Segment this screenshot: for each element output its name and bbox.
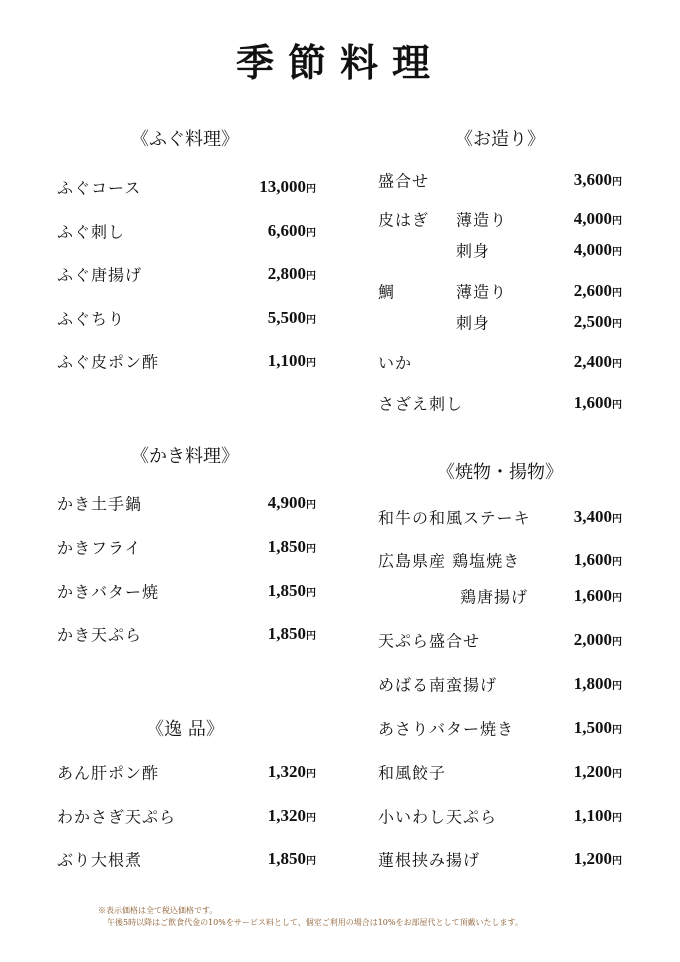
item-name: ふぐ刺し — [57, 222, 126, 242]
yen-unit: 円 — [306, 184, 316, 195]
yen-unit: 円 — [612, 247, 622, 258]
yen-unit: 円 — [612, 216, 622, 227]
item-price — [574, 170, 622, 190]
item-name: ふぐ唐揚げ — [57, 265, 143, 285]
price-value: 5,500 — [267, 308, 306, 327]
yen-unit: 円 — [612, 557, 622, 568]
yen-unit: 円 — [612, 319, 622, 330]
price-value: 1,200 — [573, 849, 612, 868]
item-price — [574, 312, 622, 332]
item-subname: 刺身 — [456, 313, 491, 333]
section-header: 《焼物・揚物》 — [437, 462, 563, 483]
yen-unit: 円 — [306, 856, 316, 867]
yen-unit: 円 — [306, 544, 316, 555]
item-price — [268, 806, 316, 826]
item-name: かき天ぷら — [57, 625, 143, 645]
yen-unit: 円 — [612, 769, 622, 780]
item-name: 広島県産 鶏塩焼き — [378, 551, 521, 571]
item-price — [574, 240, 622, 260]
item-name: めばる南蛮揚げ — [378, 675, 498, 695]
yen-unit: 円 — [612, 813, 622, 824]
price-value: 4,900 — [267, 493, 306, 512]
price-value: 1,320 — [267, 762, 306, 781]
section-header: 《かき料理》 — [131, 446, 239, 467]
yen-unit: 円 — [306, 588, 316, 599]
item-subname: 薄造り — [456, 210, 508, 230]
item-name: かきバター焼 — [57, 582, 160, 602]
item-price — [268, 624, 316, 644]
item-name: ふぐちり — [57, 309, 126, 329]
price-value: 2,600 — [573, 281, 612, 300]
price-notes — [98, 905, 523, 929]
item-name: ふぐコース — [57, 178, 142, 198]
item-name: 小いわし天ぷら — [378, 807, 498, 827]
item-price — [268, 221, 316, 241]
yen-unit: 円 — [612, 177, 622, 188]
item-price — [268, 351, 316, 371]
service-charge-note: 午後5時以降はご飲食代金の10%をサービス料として、個室ご利用の場合は10%をお部屋代として頂戴いたします。 — [107, 918, 523, 927]
item-name: あさりバター焼き — [378, 719, 515, 739]
yen-unit: 円 — [306, 769, 316, 780]
price-value: 1,600 — [573, 550, 612, 569]
item-name: ふぐ皮ポン酢 — [57, 352, 160, 372]
section-header: 《ふぐ料理》 — [131, 129, 239, 150]
item-price — [268, 308, 316, 328]
price-value: 1,850 — [267, 581, 306, 600]
item-price — [574, 806, 622, 826]
price-value: 1,320 — [267, 806, 306, 825]
item-name: 和風餃子 — [378, 763, 447, 783]
yen-unit: 円 — [612, 593, 622, 604]
item-name: かきフライ — [57, 538, 142, 558]
item-name: 天ぷら盛合せ — [378, 631, 481, 651]
item-price — [574, 507, 622, 527]
yen-unit: 円 — [306, 358, 316, 369]
yen-unit: 円 — [306, 813, 316, 824]
item-name: 盛合せ — [378, 171, 430, 191]
item-name: あん肝ポン酢 — [57, 763, 160, 783]
price-value: 1,600 — [573, 393, 612, 412]
tax-note: ※表示価格は全て税込価格です。 — [98, 906, 218, 915]
price-value: 1,800 — [573, 674, 612, 693]
item-price — [574, 281, 622, 301]
price-value: 3,400 — [573, 507, 612, 526]
item-name: さざえ刺し — [378, 394, 464, 414]
yen-unit: 円 — [612, 514, 622, 525]
item-name: わかさぎ天ぷら — [57, 807, 177, 827]
price-value: 1,850 — [267, 537, 306, 556]
price-value: 2,800 — [267, 264, 306, 283]
item-name: いか — [378, 353, 413, 373]
yen-unit: 円 — [612, 681, 622, 692]
yen-unit: 円 — [306, 228, 316, 239]
price-value: 1,600 — [573, 586, 612, 605]
item-price — [268, 493, 316, 513]
item-price — [268, 537, 316, 557]
item-price — [268, 849, 316, 869]
item-name: ぶり大根煮 — [57, 850, 143, 870]
yen-unit: 円 — [612, 725, 622, 736]
item-price — [268, 264, 316, 284]
price-value: 2,400 — [573, 352, 612, 371]
item-price — [574, 849, 622, 869]
item-price — [574, 393, 622, 413]
section-header: 《逸 品》 — [146, 719, 224, 740]
price-value: 6,600 — [267, 221, 306, 240]
yen-unit: 円 — [306, 315, 316, 326]
item-subname: 薄造り — [456, 282, 508, 302]
yen-unit: 円 — [612, 359, 622, 370]
item-name: かき土手鍋 — [57, 494, 143, 514]
item-price — [574, 352, 622, 372]
price-value: 13,000 — [259, 177, 306, 196]
price-value: 1,850 — [267, 624, 306, 643]
price-value: 1,100 — [267, 351, 306, 370]
item-price — [574, 762, 622, 782]
yen-unit: 円 — [612, 637, 622, 648]
yen-unit: 円 — [306, 500, 316, 511]
item-price — [574, 209, 622, 229]
price-value: 1,100 — [573, 806, 612, 825]
price-value: 1,200 — [573, 762, 612, 781]
price-value: 2,500 — [573, 312, 612, 331]
price-value: 2,000 — [573, 630, 612, 649]
menu-title: 季節料理 — [235, 40, 444, 85]
item-name: 鯛 — [378, 282, 396, 302]
section-header: 《お造り》 — [455, 129, 545, 150]
item-name: 蓮根挟み揚げ — [378, 850, 481, 870]
yen-unit: 円 — [612, 856, 622, 867]
price-value: 4,000 — [573, 209, 612, 228]
item-price — [574, 550, 622, 570]
yen-unit: 円 — [612, 400, 622, 411]
price-value: 1,500 — [573, 718, 612, 737]
item-subname: 鶏唐揚げ — [460, 587, 529, 607]
item-name: 和牛の和風ステーキ — [378, 508, 531, 528]
item-name: 皮はぎ — [378, 210, 430, 230]
item-price — [259, 177, 316, 197]
item-price — [268, 581, 316, 601]
price-value: 4,000 — [573, 240, 612, 259]
yen-unit: 円 — [612, 288, 622, 299]
item-subname: 刺身 — [456, 241, 491, 261]
item-price — [574, 586, 622, 606]
item-price — [574, 630, 622, 650]
price-value: 1,850 — [267, 849, 306, 868]
yen-unit: 円 — [306, 271, 316, 282]
item-price — [574, 718, 622, 738]
yen-unit: 円 — [306, 631, 316, 642]
item-price — [574, 674, 622, 694]
item-price — [268, 762, 316, 782]
price-value: 3,600 — [573, 170, 612, 189]
